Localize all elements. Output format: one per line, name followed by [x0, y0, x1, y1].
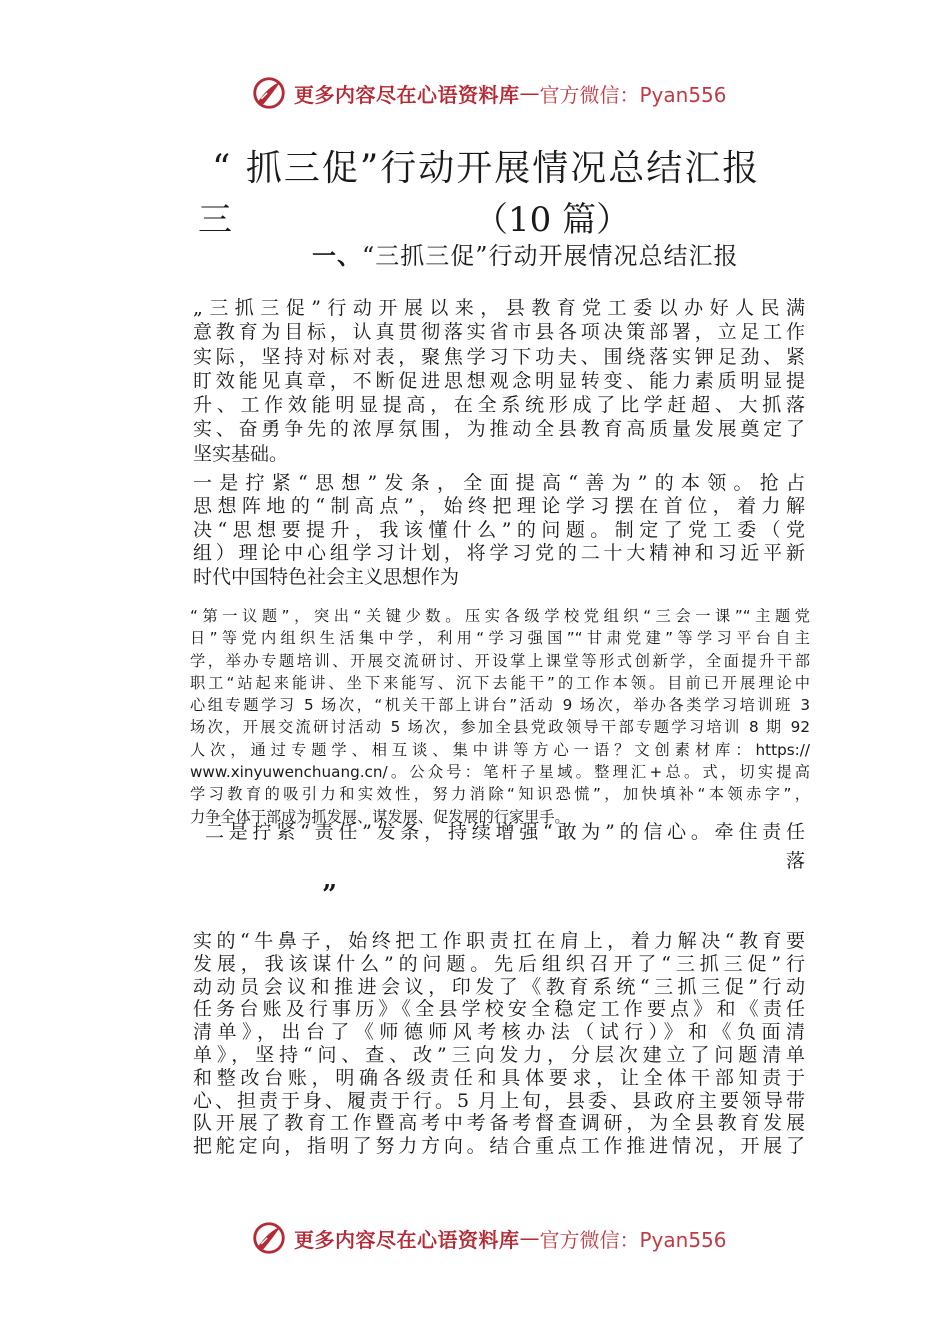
brush-logo-icon — [250, 1219, 288, 1257]
text-line: 组）理论中心组学习计划，将学习党的二十大精神和习近平新 — [193, 542, 805, 565]
text-line: 二是拧紧“责任”发条，持续增强“敢为”的信心。牵住责任 — [205, 821, 805, 843]
brush-logo-icon — [250, 74, 288, 112]
text-line: 实际，坚持对标对表，聚焦学习下功夫、围绕落实钾足劲、紧 — [193, 345, 805, 368]
text-line: 把舵定向，指明了努力方向。结合重点工作推进情况，开展了 — [193, 1135, 805, 1158]
text-line: 实、奋勇争先的浓厚氛围，为推动全县教育高质量发展奠定了 — [193, 418, 805, 441]
intro-paragraph — [193, 296, 805, 466]
text-line: 场次，开展交流研讨活动 5 场次，参加全县党政领导干部专题学习培训 8 期 92 — [190, 718, 810, 737]
text-line: 发展，我该谋什么”的问题。先后组织召开了“三抓三促”行 — [193, 952, 805, 975]
text-line: 心、担责于身、履责于行。5 月上旬，县委、县政府主要领导带 — [193, 1089, 805, 1112]
text-line: 坚实基础。 — [193, 442, 289, 465]
text-line: 单》，坚持“问、查、改”三向发力，分层次建立了问题清单 — [193, 1043, 805, 1066]
text-line: 一是拧紧“思想”发条，全面提高“善为”的本领。抢占 — [193, 472, 805, 494]
stray-quote-mark: ” — [322, 880, 337, 910]
text-line: 升、工作效能明显提高，在全系统形成了比学赶超、大抓落 — [193, 394, 805, 417]
banner-wechat-text: 官方微信：Pyan556 — [539, 1227, 727, 1252]
text-line: 时代中国特色社会主义思想作为 — [193, 565, 460, 588]
section-heading-text: “三抓三促”行动开展情况总结汇报 — [362, 242, 739, 270]
text-line: 和整改台账，明确各级责任和具体要求，让全体干部知责于 — [193, 1066, 805, 1089]
text-line: 职工“站起来能讲、坐下来能写、沉下去能干”的工作本领。目前已开展理论中 — [190, 673, 810, 692]
header-banner — [250, 73, 727, 113]
banner-dash: — — [519, 81, 540, 105]
text-line: 意教育为目标，认真贯彻落实省市县各项决策部署，立足工作 — [193, 321, 805, 344]
text-line: „三抓三促”行动开展以来，县教育党工委以办好人民满 — [193, 297, 805, 319]
section-heading — [312, 236, 739, 271]
text-line: 清单》，出台了《师德师风考核办法（试行）》和《负面清 — [193, 1021, 805, 1044]
doc-title-line2-left: 三 — [198, 200, 232, 240]
text-line: 心组专题学习 5 场次，“机关干部上讲台”活动 9 场次，举办各类学习培训班 3 — [190, 696, 810, 715]
text-line: 实的“牛鼻子，始终把工作职责扛在肩上，着力解决“教育要 — [193, 930, 805, 952]
footer-banner — [250, 1218, 727, 1258]
section1-continued-paragraph — [190, 605, 810, 828]
banner-dash: — — [519, 1226, 540, 1250]
text-line: 任务台账及行事历》《全县学校安全稳定工作要点》和《责任 — [193, 998, 805, 1021]
text-line: “第一议题”，突出“关键少数。压实各级学校党组织“三会一课”“主题党 — [190, 607, 810, 625]
text-line: 思想阵地的“制高点”，始终把理论学习摆在首位，着力解 — [193, 495, 805, 518]
text-line: 力争全体干部成为抓发展、谋发展、促发展的行家里手。 — [190, 807, 570, 826]
section2-overflow-char: 落 — [786, 850, 806, 872]
text-line: 队开展了教育工作暨高考中考备考督查调研，为全县教育发展 — [193, 1112, 805, 1135]
section2-paragraph — [193, 930, 805, 1158]
text-line: 人次，通过专题学、相互谈、集中讲等方心一语？文创素材库：https:// — [190, 740, 810, 759]
text-line: 学习教育的吸引力和实效性，努力消除“知识恐慌”，加快填补“本领赤字”， — [190, 785, 810, 804]
text-line: 学，举办专题培训、开展交流研讨、开设掌上课堂等形式创新学，全面提升干部 — [190, 651, 810, 670]
section2-first-line — [205, 820, 805, 844]
text-line: 盯效能见真章，不断促进思想观念明显转变、能力素质明显提 — [193, 369, 805, 392]
banner-main-text: 更多内容尽在心语资料库 — [294, 82, 520, 107]
text-line: www.xinyuwenchuang.cn/。公众号：笔杆子星域。整理汇+总。式，切实提高 — [190, 763, 810, 782]
text-line: 决“思想要提升，我该懂什么”的问题。制定了党工委（党 — [193, 518, 805, 541]
doc-title-line2-right: （10 篇） — [474, 200, 631, 240]
section1-paragraph — [193, 472, 805, 589]
doc-title-line1: “ 抓三促”行动开展情况总结汇报 — [212, 148, 761, 189]
text-line: 动动员会议和推进会议，印发了《教育系统“三抓三促”行动 — [193, 975, 805, 998]
text-line: 日”等党内组织生活集中学，利用“学习强国”“甘肃党建”等学习平台自主 — [190, 629, 810, 648]
banner-main-text: 更多内容尽在心语资料库 — [294, 1227, 520, 1252]
section-heading-number: 一、 — [312, 241, 362, 270]
banner-wechat-text: 官方微信：Pyan556 — [539, 82, 727, 107]
